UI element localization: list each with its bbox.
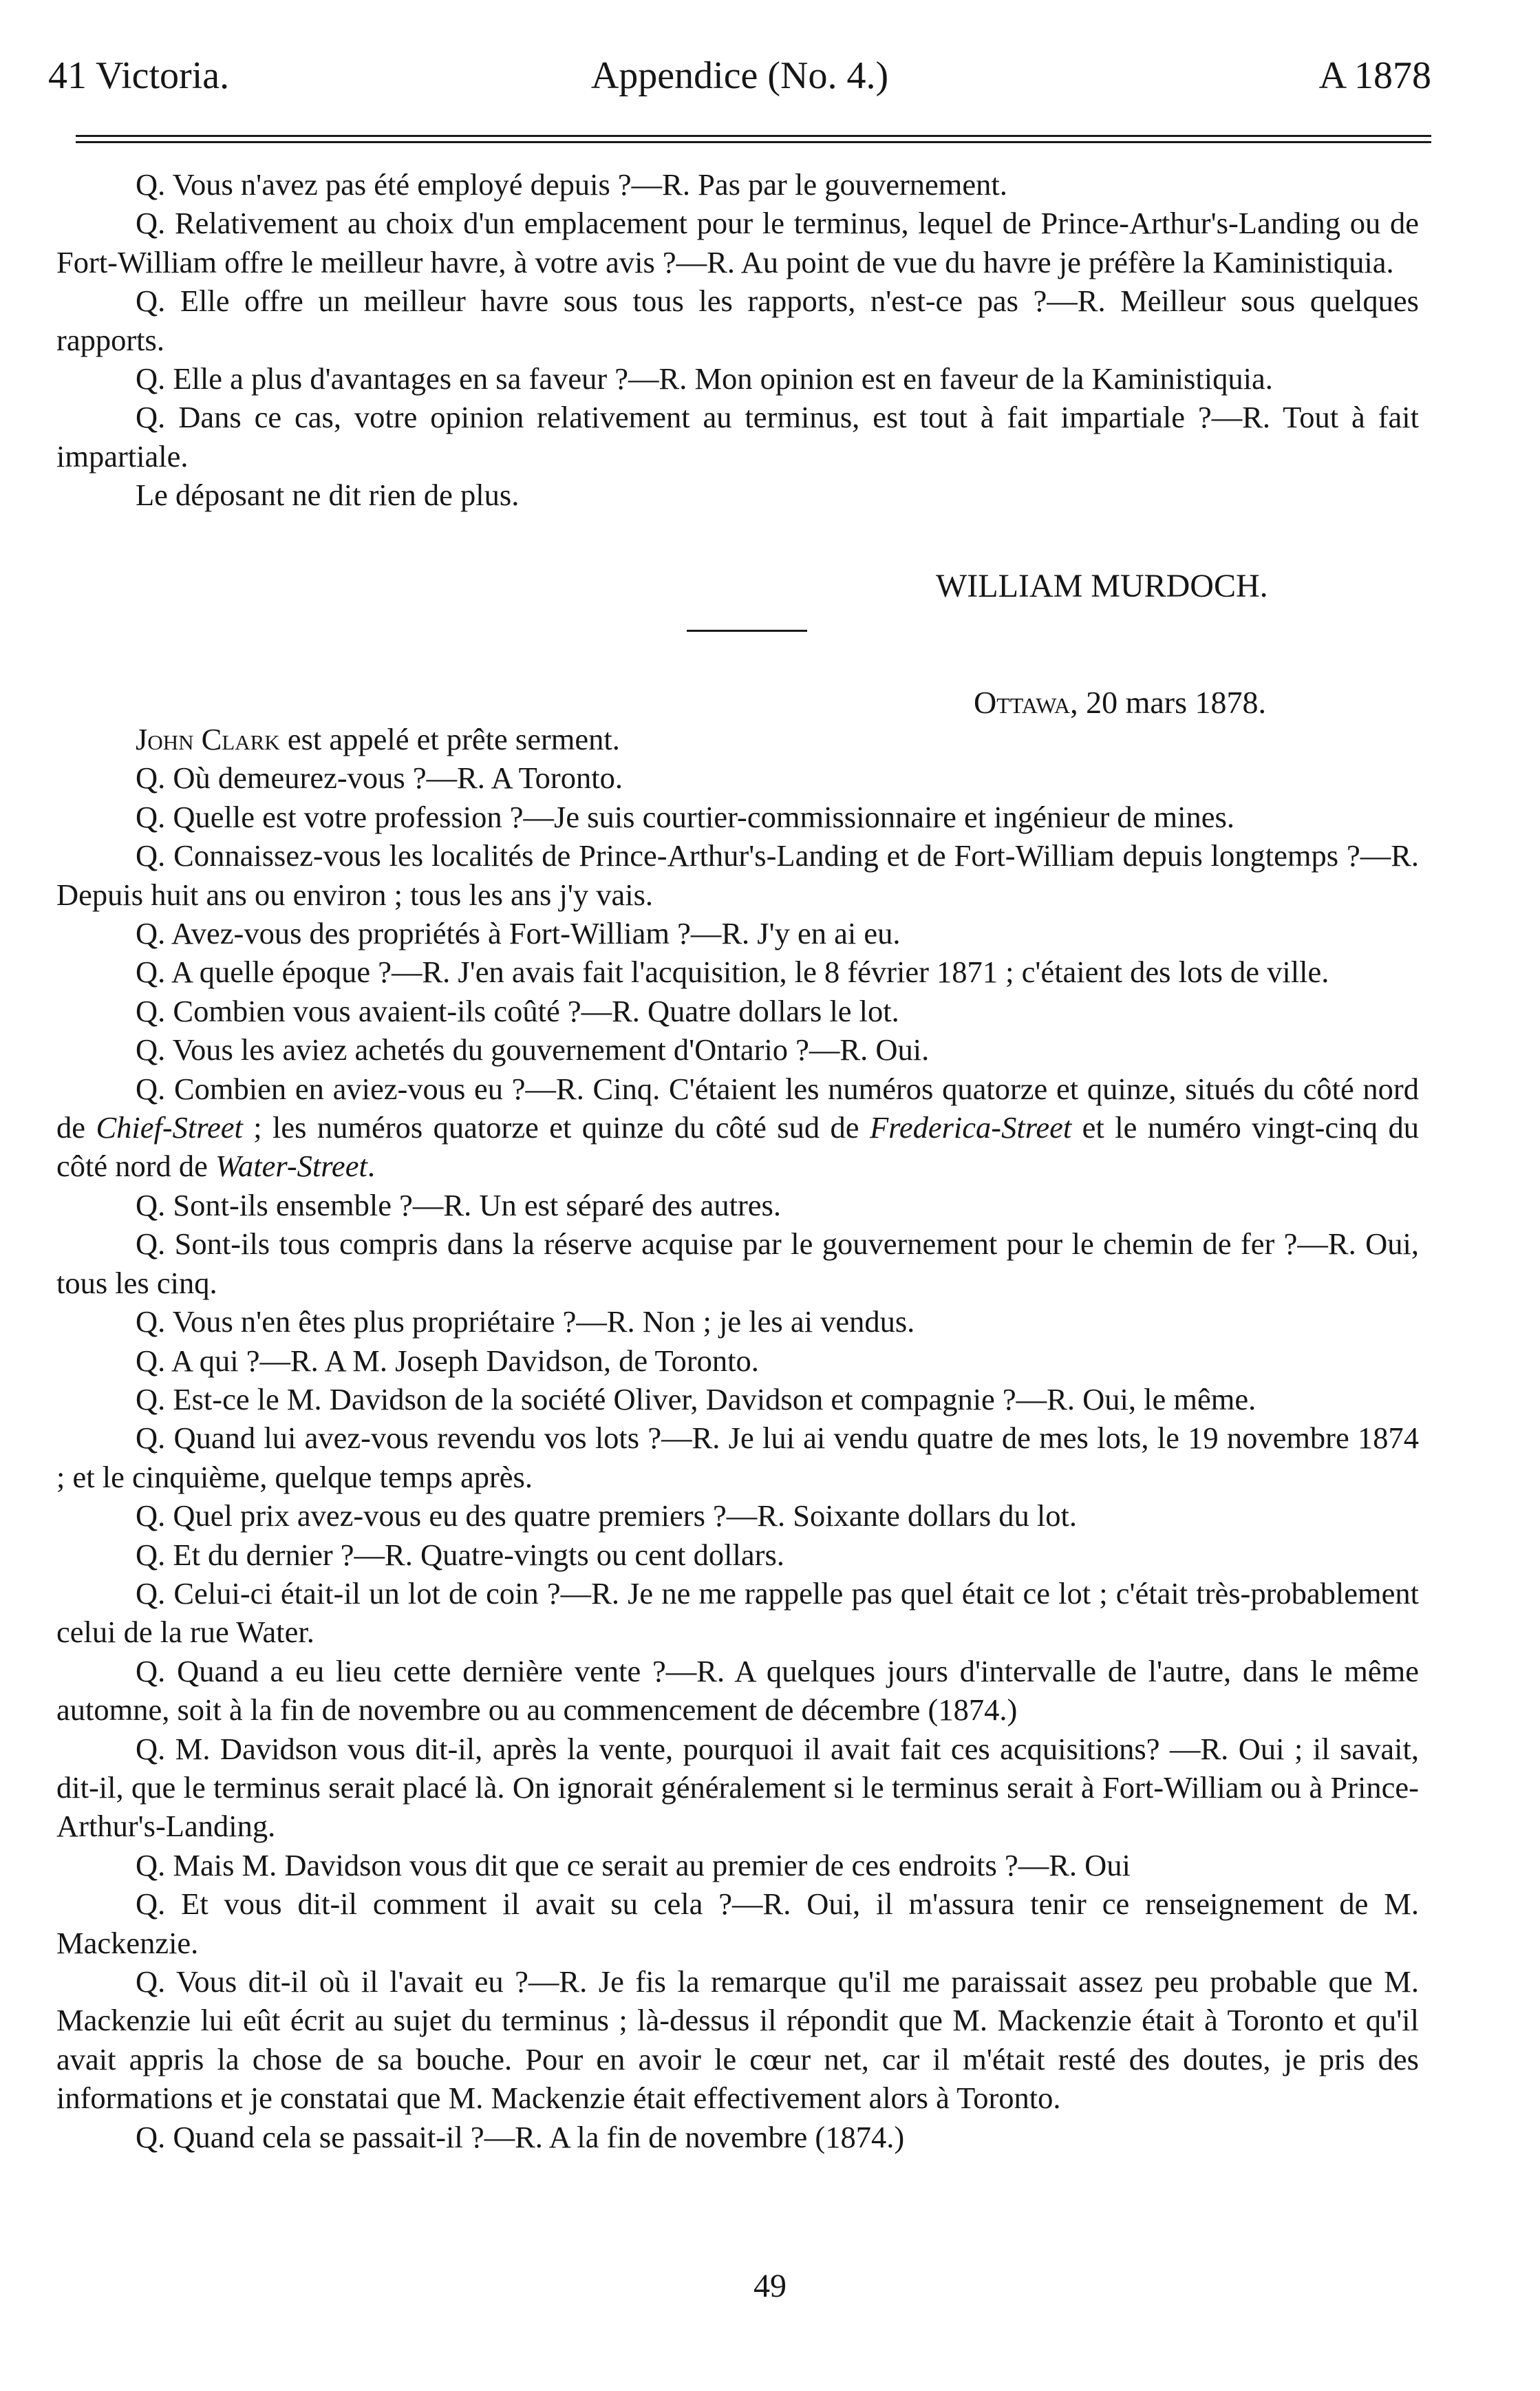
street-name-frederica: Frederica-Street (869, 1110, 1072, 1145)
running-head (48, 48, 1431, 103)
paragraph: Q. Quelle est votre profession ?—Je suis courtier-commissionnaire et ingénieur de mines. (136, 799, 1234, 834)
paragraph: Q. Sont-ils tous compris dans la réserve acquise par le gouvernement pour le chemin de fer ?—R. Oui, tous les cinq. (56, 1226, 1419, 1300)
paragraph: Q. Quel prix avez-vous eu des quatre premiers ?—R. Soixante dollars du lot. (136, 1498, 1078, 1533)
paragraph: Q. Celui-ci était-il un lot de coin ?—R. Je ne me rappelle pas quel était ce lot ; c'était très-probablement celui de la rue Water. (56, 1575, 1419, 1650)
paragraph: Q. Et du dernier ?—R. Quatre-vingts ou cent dollars. (136, 1537, 784, 1572)
paragraph: Q. Quand cela se passait-il ?—R. A la fin de novembre (1874.) (136, 2119, 905, 2154)
paragraph (56, 1070, 1419, 1186)
closing-statement: Le déposant ne dit rien de plus. (136, 478, 520, 513)
paragraph: Q. Relativement au choix d'un emplacement pour le terminus, lequel de Prince-Arthur's-Landing ou de Fort-William offre le meilleur havre, à votre avis ?—R. Au point de vue du havre je préfère la Kaministiquia. (56, 206, 1419, 279)
paragraph: Q. M. Davidson vous dit-il, après la vente, pourquoi il avait fait ces acquisitions? —R. Oui ; il savait, dit-il, que le terminus serait placé là. On ignorait généralement si le terminus serait à Fort-William ou à Prince-Arthur's-Landing. (56, 1731, 1419, 1844)
testimony-clark (56, 720, 1419, 2156)
text-run: ; les numéros quatorze et quinze du côté sud de (242, 1110, 870, 1145)
header-appendix: Appendice (No. 4.) (590, 54, 889, 97)
paragraph: Q. Vous n'avez pas été employé depuis ?—R. Pas par le gouvernement. (136, 167, 1007, 202)
text-run: et le numéro vingt-cinq du côté nord de (56, 1110, 1419, 1184)
paragraph: Q. A quelle époque ?—R. J'en avais fait l'acquisition, le 8 février 1871 ; c'étaient des lots de ville. (136, 955, 1329, 990)
header-double-rule (76, 135, 1431, 143)
paragraph: Q. Elle offre un meilleur havre sous tous les rapports, n'est-ce pas ?—R. Meilleur sous quelques rapports. (56, 284, 1419, 357)
paragraph: Q. Dans ce cas, votre opinion relativement au terminus, est tout à fait impartiale ?—R. Tout à fait impartiale. (56, 400, 1419, 474)
witness-intro-text: est appelé et prête serment. (279, 722, 620, 756)
paragraph: Q. Vous dit-il où il l'avait eu ?—R. Je fis la remarque qu'il me paraissait assez peu probable que M. Mackenzie lui eût écrit au sujet du terminus ; là-dessus il répondit que M. Mackenzie était à Toronto et qu'il avait appris la chose de sa bouche. Pour en avoir le cœur net, car il m'était resté des doutes, je pris des informations et je constatai que M. Mackenzie était effectivement alors à Toronto. (56, 1964, 1419, 2116)
signature: WILLIAM MURDOCH. (936, 568, 1268, 604)
paragraph: Q. A qui ?—R. A M. Joseph Davidson, de Toronto. (136, 1343, 759, 1378)
header-volume: 41 Victoria. (48, 54, 230, 97)
street-name-water: Water-Street (215, 1149, 367, 1184)
text-run: . (367, 1149, 375, 1184)
paragraph: Q. Vous les aviez achetés du gouvernement d'Ontario ?—R. Oui. (136, 1032, 930, 1067)
dateline (974, 683, 1266, 722)
page-number: 49 (753, 2268, 787, 2304)
section-separator (687, 630, 807, 632)
paragraph: Q. Est-ce le M. Davidson de la société Oliver, Davidson et compagnie ?—R. Oui, le même. (136, 1381, 1256, 1416)
paragraph: Q. Sont-ils ensemble ?—R. Un est séparé des autres. (136, 1187, 781, 1222)
testimony-murdoch (56, 165, 1419, 515)
paragraph: Q. Vous n'en êtes plus propriétaire ?—R. Non ; je les ai vendus. (136, 1304, 915, 1339)
paragraph: Q. Combien vous avaient-ils coûté ?—R. Quatre dollars le lot. (136, 993, 899, 1028)
header-year: A 1878 (1318, 54, 1431, 97)
street-name-chief: Chief-Street (96, 1110, 243, 1145)
paragraph: Q. Quand a eu lieu cette dernière vente ?—R. A quelques jours d'intervalle de l'autre, dans le même automne, soit à la fin de novembre ou au commencement de décembre (1874.) (56, 1653, 1419, 1728)
paragraph: Q. Et vous dit-il comment il avait su cela ?—R. Oui, il m'assura tenir ce renseignement de M. Mackenzie. (56, 1887, 1419, 1960)
dateline-place: Ottawa (974, 685, 1071, 720)
paragraph: Q. Quand lui avez-vous revendu vos lots ?—R. Je lui ai vendu quatre de mes lots, le 19 novembre 1874 ; et le cinquième, quelque temps après. (56, 1421, 1419, 1494)
paragraph: Q. Connaissez-vous les localités de Prince-Arthur's-Landing et de Fort-William depuis longtemps ?—R. Depuis huit ans ou environ ; tous les ans j'y vais. (56, 838, 1419, 912)
paragraph: Q. Elle a plus d'avantages en sa faveur ?—R. Mon opinion est en faveur de la Kaministiquia. (136, 361, 1273, 396)
dateline-date: , 20 mars 1878. (1070, 685, 1266, 720)
witness-intro (56, 720, 1419, 758)
paragraph: Q. Mais M. Davidson vous dit que ce serait au premier de ces endroits ?—R. Oui (136, 1847, 1131, 1882)
paragraph: Q. Où demeurez-vous ?—R. A Toronto. (136, 761, 623, 796)
paragraph: Q. Avez-vous des propriétés à Fort-William ?—R. J'y en ai eu. (136, 916, 901, 951)
witness-name: John Clark (136, 722, 280, 756)
text-run: Q. Combien en aviez-vous eu ?—R. Cinq. C'étaient les numéros quatorze et quinze, situés du côté nord de (56, 1071, 1419, 1145)
